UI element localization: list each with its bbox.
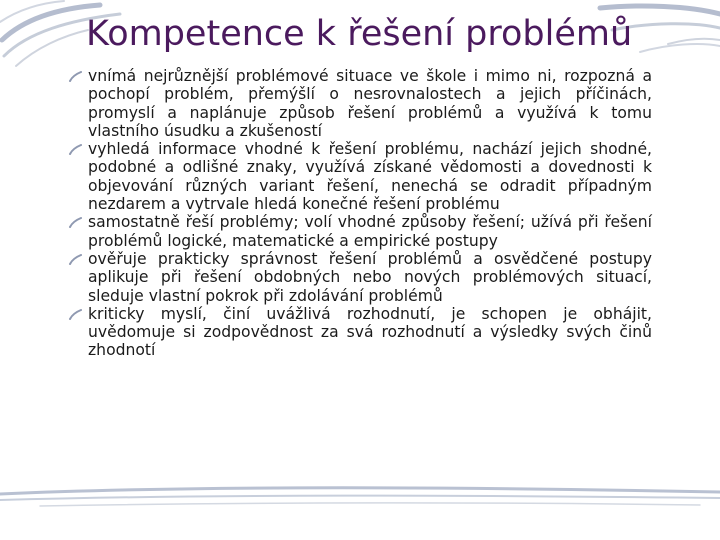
- list-item-text: kriticky myslí, činí uvážlivá rozhodnutí, je schopen je obhájit, uvědomuje si zodpovědnost za svá rozhodnutí a výsledky svých činů zhodnotí: [88, 304, 652, 360]
- list-item: [68, 140, 652, 213]
- bullet-list: [68, 67, 652, 360]
- list-item: [68, 250, 652, 305]
- list-item: [68, 213, 652, 250]
- list-item-text: vnímá nejrůznější problémové situace ve škole i mimo ni, rozpozná a pochopí problém, přemýšlí o nesrovnalostech a jejich příčinách, promyslí a naplánuje způsob řešení problémů a využívá k tomu vlastního úsudku a zkušeností: [88, 67, 652, 140]
- list-item-text: samostatně řeší problémy; volí vhodné způsoby řešení; užívá při řešení problémů logické, matematické a empirické postupy: [88, 213, 652, 250]
- swoosh-bullet-icon: [68, 143, 82, 157]
- list-item-text: ověřuje prakticky správnost řešení problémů a osvědčené postupy aplikuje při řešení obdobných nebo nových problémových situací, sleduje vlastní pokrok při zdolávání problémů: [88, 249, 652, 305]
- swoosh-bullet-icon: [68, 308, 82, 322]
- swoosh-bullet-icon: [68, 253, 82, 267]
- swoosh-bullet-icon: [68, 216, 82, 230]
- list-item: [68, 67, 652, 140]
- page-title: Kompetence k řešení problémů: [86, 14, 633, 54]
- list-item: [68, 305, 652, 360]
- list-item-text: vyhledá informace vhodné k řešení problému, nachází jejich shodné, podobné a odlišné znaky, využívá získané vědomosti a dovednosti k objevování různých variant řešení, nenechá se odradit případným nezdarem a vytrvale hledá konečné řešení problému: [88, 140, 652, 214]
- swoosh-bullet-icon: [68, 70, 82, 84]
